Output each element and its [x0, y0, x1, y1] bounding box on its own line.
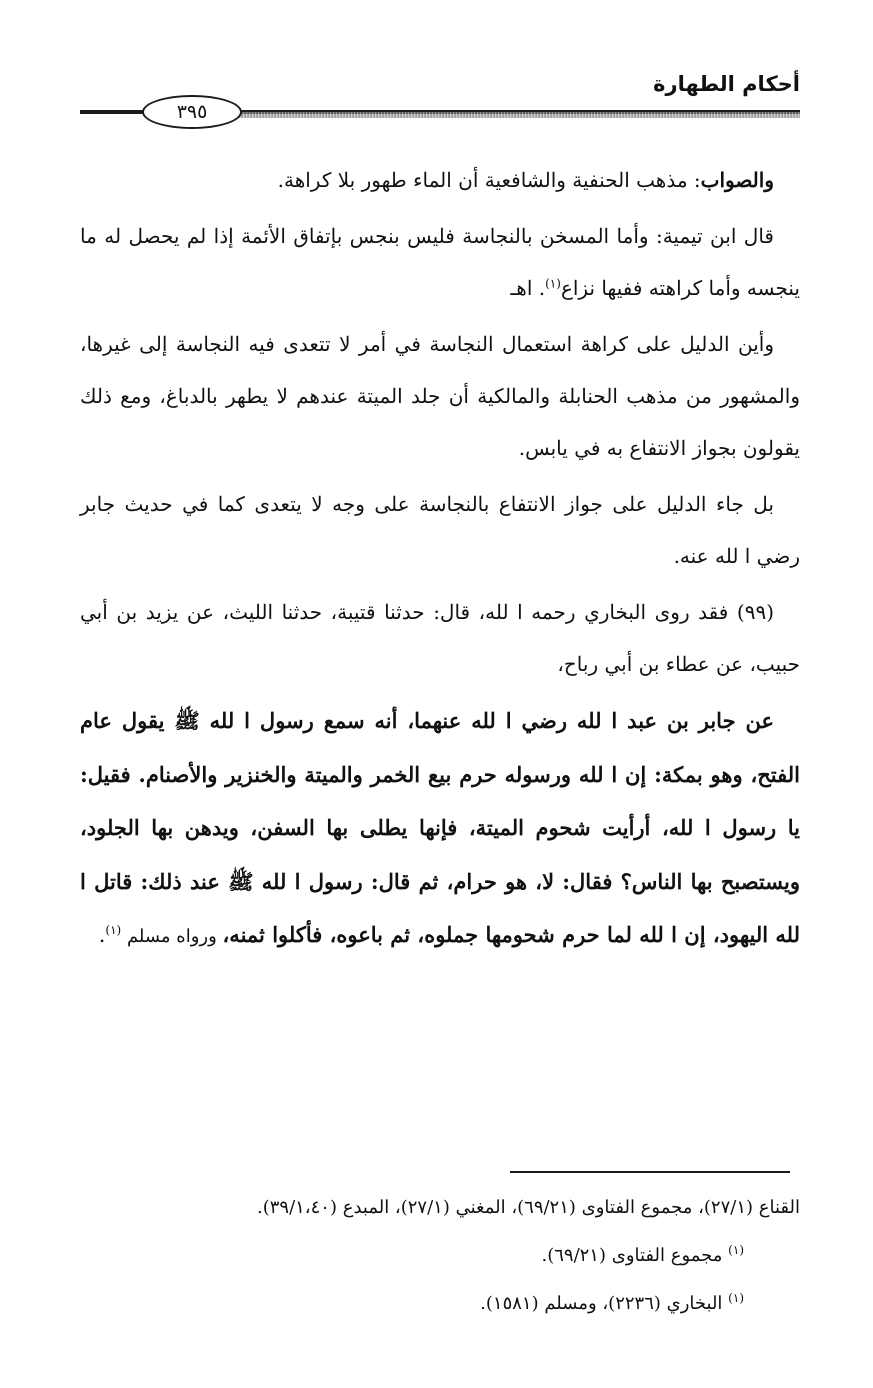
- paragraph-text: : مذهب الحنفية والشافعية أن الماء طهور بلا كراهة.: [277, 168, 701, 192]
- paragraph-text: (٩٩) فقد روى البخاري رحمه ا لله، قال: حدثنا قتيبة، حدثنا الليث، عن يزيد بن أبي حبيب، عن عطاء بن أبي رباح،: [80, 600, 800, 676]
- footnote-text: البخاري (٢٢٣٦)، ومسلم (١٥٨١).: [480, 1293, 729, 1314]
- footnote-continued: [80, 1184, 800, 1232]
- paragraph-text: قال ابن تيمية: وأما المسخن بالنجاسة فليس بنجس بإتفاق الأئمة إذا لم يحصل له ما ينجسه وأما كراهته ففيها نزاع: [80, 224, 800, 300]
- paragraph-ibn-taymiyya: [80, 210, 800, 314]
- paragraph-lead-word: والصواب: [700, 168, 774, 192]
- paragraph-correct-view: [80, 154, 800, 206]
- page-number: ٣٩٥: [142, 95, 242, 129]
- footnote-text: القناع (٢٧/١)، مجموع الفتاوى (٦٩/٢١)، المغني (٢٧/١)، المبدع (٣٩/١،٤٠).: [256, 1197, 800, 1218]
- paragraph-evidence-hadith: [80, 478, 800, 582]
- footnote-separator: [510, 1171, 790, 1173]
- footnote-number: (١): [728, 1291, 744, 1305]
- footnotes: [80, 1184, 800, 1328]
- footnote-2: [80, 1280, 800, 1328]
- hadith-end: .: [98, 923, 106, 947]
- running-title: أحكام الطهارة: [653, 72, 800, 96]
- paragraph-evidence-question: [80, 318, 800, 474]
- hadith-source: ورواه مسلم: [121, 926, 223, 947]
- hadith-text: عن جابر بن عبد ا لله رضي ا لله عنهما، أنه سمع رسول ا لله ﷺ يقول عام الفتح، وهو بمكة: إن ا لله ورسوله حرم بيع الخمر والميتة والخنزير والأصنام. فقيل: يا رسول ا لله، أرأيت شحوم الميتة، فإنها يطلى بها السفن، ويدهن بها الجلود، ويستصبح بها الناس؟ فقال: لا، هو حرام، ثم قال: رسول ا لله ﷺ عند ذلك: قاتل ا لله اليهود، إن ا لله لما حرم شحومها جملوه، ثم باعوه، فأكلوا ثمنه،: [80, 708, 800, 947]
- paragraph-isnad: [80, 586, 800, 690]
- main-text: [80, 154, 800, 968]
- footnote-1: [80, 1232, 800, 1280]
- paragraph-text: بل جاء الدليل على جواز الانتفاع بالنجاسة على وجه لا يتعدى كما في حديث جابر رضي ا لله عنه.: [80, 492, 800, 568]
- paragraph-hadith-text: [80, 694, 800, 964]
- footnote-marker: (١): [105, 923, 122, 937]
- header-rule-texture: [230, 112, 800, 118]
- footnote-number: (١): [728, 1243, 744, 1257]
- page-header: [80, 62, 800, 130]
- footnote-marker: (١): [545, 276, 561, 291]
- footnote-text: مجموع الفتاوى (٦٩/٢١).: [541, 1245, 729, 1266]
- paragraph-text: وأين الدليل على كراهة استعمال النجاسة في أمر لا تتعدى فيه النجاسة إلى غيرها، والمشهور من مذهب الحنابلة والمالكية أن جلد الميتة عندهم لا يطهر بالدباغ، ومع ذلك يقولون بجواز الانتفاع به في يابس.: [80, 332, 800, 460]
- paragraph-text-end: . اهـ: [510, 276, 546, 300]
